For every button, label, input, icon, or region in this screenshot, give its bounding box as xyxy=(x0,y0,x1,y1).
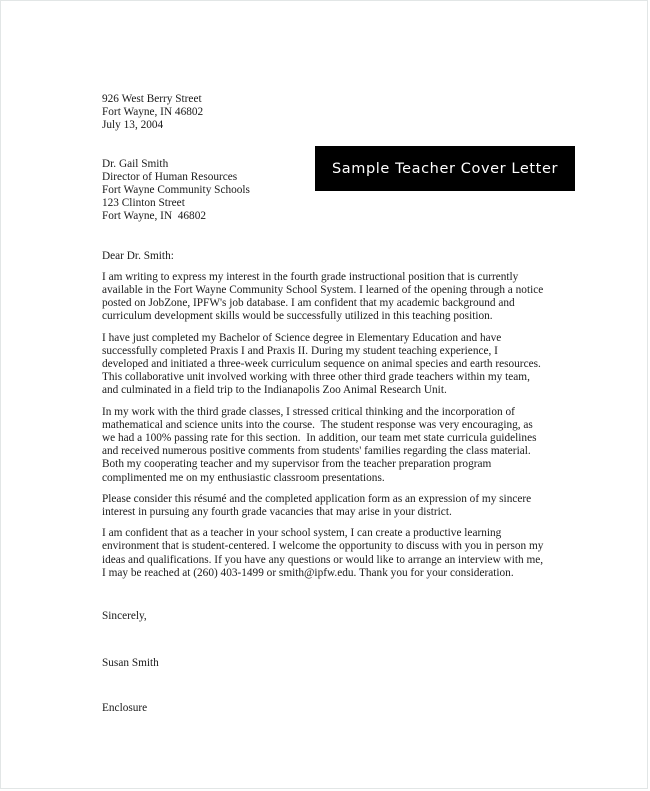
body-paragraph-1 xyxy=(102,271,548,324)
body-line: I am writing to express my interest in the fourth grade instructional position that is currently xyxy=(102,270,519,283)
body-line: environment that is student-centered. I welcome the opportunity to discuss with you in person my xyxy=(102,540,544,553)
spacer xyxy=(102,133,548,158)
enclosure-note: Enclosure xyxy=(102,701,148,714)
recipient-organization: Fort Wayne Community Schools xyxy=(102,184,250,197)
sender-address-line: 926 West Berry Street xyxy=(102,93,202,105)
sender-address-block xyxy=(102,93,548,133)
body-line: curriculum development skills would be successfully utilized in this teaching position. xyxy=(102,310,493,323)
body-line: Both my cooperating teacher and my supervisor from the teacher preparation program xyxy=(102,458,492,471)
recipient-city-state-zip: Fort Wayne, IN 46802 xyxy=(102,210,206,223)
body-line: complimented me on my enthusiastic classroom presentations. xyxy=(102,471,385,484)
salutation: Dear Dr. Smith: xyxy=(102,249,174,262)
body-paragraph-4 xyxy=(102,493,548,519)
body-line: available in the Fort Wayne Community School System. I learned of the opening through a notice xyxy=(102,284,544,297)
body-line: we had a 100% passing rate for this section. In addition, our team met state curricula guidelines xyxy=(102,432,537,445)
recipient-title: Director of Human Resources xyxy=(102,170,238,183)
body-paragraph-3 xyxy=(102,406,548,485)
body-line: developed and initiated a three-week curriculum sequence on animal species and earth resources. xyxy=(102,358,541,371)
body-line: successfully completed Praxis I and Praxis II. During my student teaching experience, I xyxy=(102,344,498,357)
spacer xyxy=(102,263,548,271)
spacer xyxy=(102,485,548,493)
signature-name: Susan Smith xyxy=(102,657,159,670)
spacer xyxy=(102,580,548,610)
recipient-name: Dr. Gail Smith xyxy=(102,157,169,170)
body-line: This collaborative unit involved working with three other third grade teachers within my team, xyxy=(102,371,530,384)
body-line: and received numerous positive comments from students' families regarding the class material. xyxy=(102,445,531,458)
spacer xyxy=(102,671,548,702)
spacer xyxy=(102,519,548,527)
body-line: mathematical and science units into the course. The student response was very encouraging, as xyxy=(102,418,533,431)
body-line: and culminated in a field trip to the Indianapolis Zoo Animal Research Unit. xyxy=(102,384,447,397)
letter-content xyxy=(102,93,548,715)
sender-address-line: Fort Wayne, IN 46802 xyxy=(102,106,204,119)
body-line: posted on JobZone, IPFW's job database. I am confident that my academic background and xyxy=(102,297,515,310)
body-line: interest in pursuing any fourth grade vacancies that may arise in your district. xyxy=(102,506,452,519)
spacer xyxy=(102,224,548,250)
spacer xyxy=(102,398,548,406)
body-paragraph-5 xyxy=(102,527,548,580)
closing-salutation: Sincerely, xyxy=(102,610,147,623)
body-line: ideas and qualifications. If you have any questions or would like to arrange an interview with me, xyxy=(102,553,544,566)
body-line: I may be reached at (260) 403-1499 or smith@ipfw.edu. Thank you for your consideration. xyxy=(102,566,514,579)
body-line: Please consider this résumé and the completed application form as an expression of my sincere xyxy=(102,492,532,505)
body-line: I have just completed my Bachelor of Science degree in Elementary Education and have xyxy=(102,331,502,344)
sender-date-line: July 13, 2004 xyxy=(102,119,164,132)
recipient-address-block xyxy=(102,158,548,224)
spacer xyxy=(102,324,548,332)
recipient-street: 123 Clinton Street xyxy=(102,197,185,210)
body-line: I am confident that as a teacher in your school system, I can create a productive learning xyxy=(102,527,502,540)
body-paragraph-2 xyxy=(102,332,548,398)
body-line: In my work with the third grade classes, I stressed critical thinking and the incorporation of xyxy=(102,405,515,418)
title-banner-label: Sample Teacher Cover Letter xyxy=(331,160,559,177)
signature-space xyxy=(102,623,548,657)
